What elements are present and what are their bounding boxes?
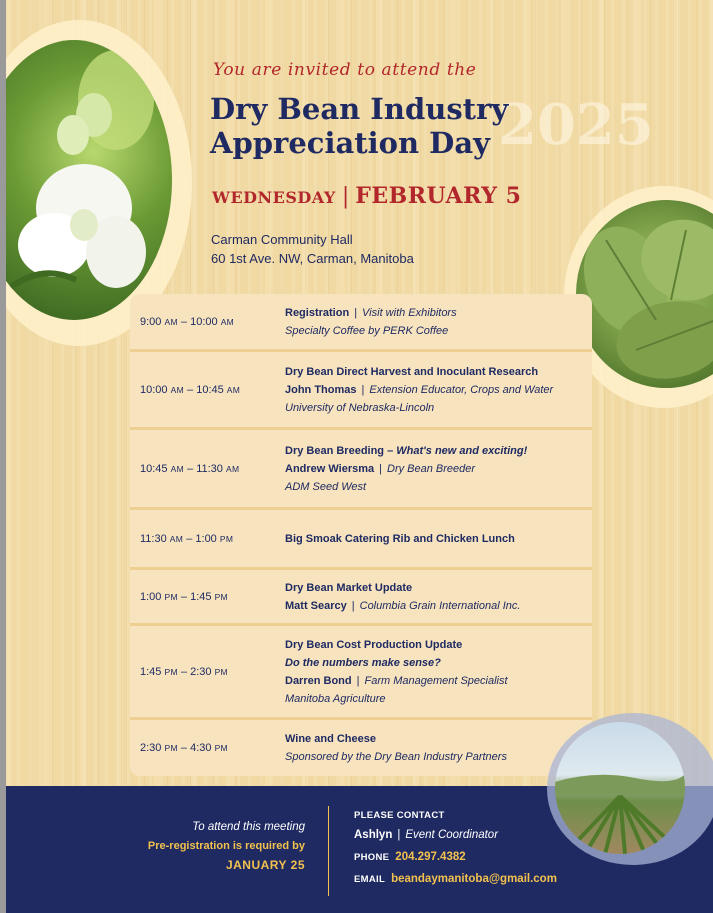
agenda-table xyxy=(130,294,592,776)
agenda-speaker: Darren Bond xyxy=(285,674,352,687)
contact-info xyxy=(354,810,557,885)
agenda-row xyxy=(130,626,592,720)
year-watermark: 2025 xyxy=(498,92,654,158)
agenda-detail xyxy=(285,530,592,548)
agenda-row xyxy=(130,720,592,776)
agenda-note: Visit with Exhibitors xyxy=(362,306,457,319)
date-separator: | xyxy=(341,184,350,209)
agenda-detail: Dry Bean Market Update Matt Searcy | Columbia Grain International Inc. xyxy=(285,579,592,615)
agenda-speaker: Andrew Wiersma xyxy=(285,462,375,475)
agenda-time: 11:30 AM – 1:00 PM xyxy=(140,532,234,545)
agenda-row xyxy=(130,352,592,430)
agenda-org: Manitoba Agriculture xyxy=(285,692,386,705)
phone-number[interactable]: 204.297.4382 xyxy=(395,851,466,863)
agenda-detail: Dry Bean Cost Production Update Do the numbers make sense? Darren Bond | Farm Management Specialist Manitoba Agriculture xyxy=(285,636,592,708)
venue-name: Carman Community Hall xyxy=(211,232,353,247)
agenda-line2: Sponsored by the Dry Bean Industry Partners xyxy=(285,751,507,763)
phone-label: PHONE xyxy=(354,852,390,863)
contact-role: Event Coordinator xyxy=(405,829,499,841)
agenda-title: Registration xyxy=(285,306,350,319)
contact-email xyxy=(354,873,557,885)
agenda-line2: Specialty Coffee by PERK Coffee xyxy=(285,324,449,337)
agenda-time: 10:45 AM – 11:30 AM xyxy=(140,462,240,475)
event-title-line2: Appreciation Day xyxy=(210,126,490,160)
event-title-line1: Dry Bean Industry xyxy=(210,92,509,126)
agenda-subtitle: Do the numbers make sense? xyxy=(285,656,441,669)
agenda-detail: Dry Bean Breeding – What's new and exciting! Andrew Wiersma | Dry Bean Breeder ADM Seed West xyxy=(285,442,592,496)
agenda-time: 9:00 AM – 10:00 AM xyxy=(140,315,235,328)
email-label: EMAIL xyxy=(354,874,386,885)
contact-name: Ashlyn xyxy=(354,829,393,841)
agenda-title: Dry Bean Market Update xyxy=(285,581,413,594)
agenda-title: Dry Bean Direct Harvest and Inoculant Research xyxy=(285,365,539,378)
prereg-text: Pre-registration is required by xyxy=(147,840,305,852)
contact-phone xyxy=(354,851,557,863)
agenda-row xyxy=(130,430,592,510)
agenda-time: 1:00 PM – 1:45 PM xyxy=(140,590,228,603)
venue xyxy=(211,230,414,268)
agenda-title: Big Smoak Catering Rib and Chicken Lunch xyxy=(285,532,515,545)
agenda-speaker: Matt Searcy xyxy=(285,599,347,612)
event-date-text: FEBRUARY 5 xyxy=(355,183,522,209)
contact-heading: PLEASE CONTACT xyxy=(354,810,445,821)
agenda-title: Wine and Cheese xyxy=(285,733,376,745)
agenda-row xyxy=(130,570,592,626)
event-date xyxy=(212,183,521,209)
registration-info xyxy=(148,818,305,875)
agenda-detail: Registration | Visit with Exhibitors Specialty Coffee by PERK Coffee xyxy=(285,304,592,340)
venue-address: 60 1st Ave. NW, Carman, Manitoba xyxy=(211,251,414,266)
contact-person: Ashlyn | Event Coordinator xyxy=(354,829,499,841)
email-address[interactable]: beandaymanitoba@gmail.com xyxy=(391,873,557,885)
registration-deadline: JANUARY 25 xyxy=(225,858,305,872)
bean-field-illustration xyxy=(555,722,685,854)
agenda-title: Dry Bean Cost Production Update xyxy=(285,638,463,651)
event-day: WEDNESDAY xyxy=(212,188,336,207)
agenda-org: University of Nebraska-Lincoln xyxy=(285,401,435,414)
poster xyxy=(6,0,713,913)
agenda-row xyxy=(130,294,592,352)
agenda-role: Farm Management Specialist xyxy=(364,674,508,687)
agenda-title-italic: What's new and exciting! xyxy=(396,444,528,457)
agenda-role: Dry Bean Breeder xyxy=(387,462,476,475)
agenda-time: 1:45 PM – 2:30 PM xyxy=(140,665,228,678)
agenda-detail: Dry Bean Direct Harvest and Inoculant Research John Thomas | Extension Educator, Crops and Water University of Nebraska-Lincoln xyxy=(285,363,592,417)
agenda-row xyxy=(130,510,592,570)
footer-divider xyxy=(328,806,329,896)
attend-text: To attend this meeting xyxy=(192,821,305,833)
agenda-role: Extension Educator, Crops and Water xyxy=(369,383,554,396)
agenda-role: Columbia Grain International Inc. xyxy=(359,599,521,612)
agenda-time: 10:00 AM – 10:45 AM xyxy=(140,383,241,396)
agenda-detail xyxy=(285,730,592,766)
agenda-org: ADM Seed West xyxy=(285,480,367,493)
event-title xyxy=(210,92,510,160)
agenda-title: Dry Bean Breeding – xyxy=(285,444,394,457)
agenda-time: 2:30 PM – 4:30 PM xyxy=(140,742,228,754)
bean-field-photo xyxy=(555,722,685,854)
invite-text: You are invited to attend the xyxy=(213,60,477,80)
agenda-speaker: John Thomas xyxy=(285,383,357,396)
